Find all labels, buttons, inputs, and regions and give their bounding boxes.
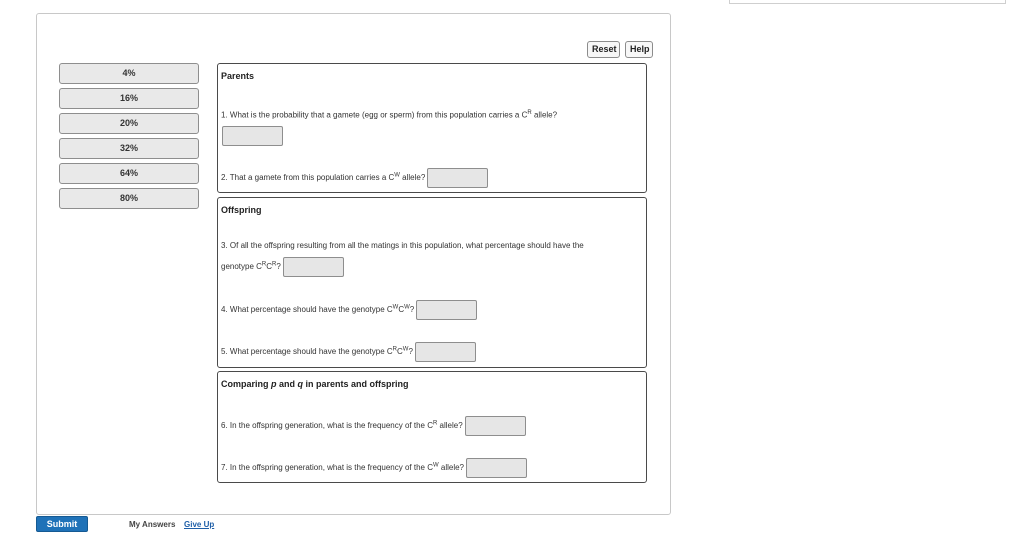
give-up-link[interactable]: Give Up [184, 520, 215, 529]
drop-target-q3[interactable] [283, 257, 344, 277]
parents-heading: Parents [221, 71, 255, 81]
offspring-heading: Offspring [221, 205, 262, 215]
question-3-line1: 3. Of all the offspring resulting from all the matings in this population, what percentage should have the [221, 241, 584, 250]
drop-target-q5[interactable] [415, 342, 476, 362]
answer-tile-32[interactable]: 32% [59, 138, 199, 159]
drop-target-q6[interactable] [465, 416, 526, 436]
drop-target-q1[interactable] [222, 126, 283, 146]
question-2: 2. That a gamete from this population carries a $C^W$ allele? [221, 168, 488, 188]
drop-target-q4[interactable] [416, 300, 477, 320]
help-button[interactable]: Help [625, 41, 653, 58]
answer-tile-16[interactable]: 16% [59, 88, 199, 109]
my-answers-label: My Answers [129, 520, 176, 529]
offspring-section [217, 197, 647, 368]
top-right-input[interactable] [729, 0, 1006, 4]
reset-button[interactable]: Reset [587, 41, 620, 58]
question-6: 6. In the offspring generation, what is the frequency of the $C^R$ allele? [221, 416, 526, 436]
question-3: genotype $C^RC^R$? [221, 257, 344, 277]
question-7: 7. In the offspring generation, what is the frequency of the $C^W$ allele? [221, 458, 527, 478]
answer-tile-4[interactable]: 4% [59, 63, 199, 84]
drop-target-q7[interactable] [466, 458, 527, 478]
parents-section [217, 63, 647, 193]
submit-button[interactable]: Submit [36, 516, 88, 532]
question-1: 1. What is the probability that a gamete (egg or sperm) from this population carries a $C^R$ allele? [221, 110, 558, 120]
question-4: 4. What percentage should have the genotype $C^WC^W$? [221, 300, 477, 320]
drop-target-q2[interactable] [427, 168, 488, 188]
answer-tile-80[interactable]: 80% [59, 188, 199, 209]
comparing-section [217, 371, 647, 483]
answer-tile-20[interactable]: 20% [59, 113, 199, 134]
comparing-heading: Comparing p and q in parents and offspring [221, 379, 409, 389]
question-5: 5. What percentage should have the genotype $C^RC^W$? [221, 342, 476, 362]
answer-tile-64[interactable]: 64% [59, 163, 199, 184]
activity-panel [36, 13, 671, 515]
